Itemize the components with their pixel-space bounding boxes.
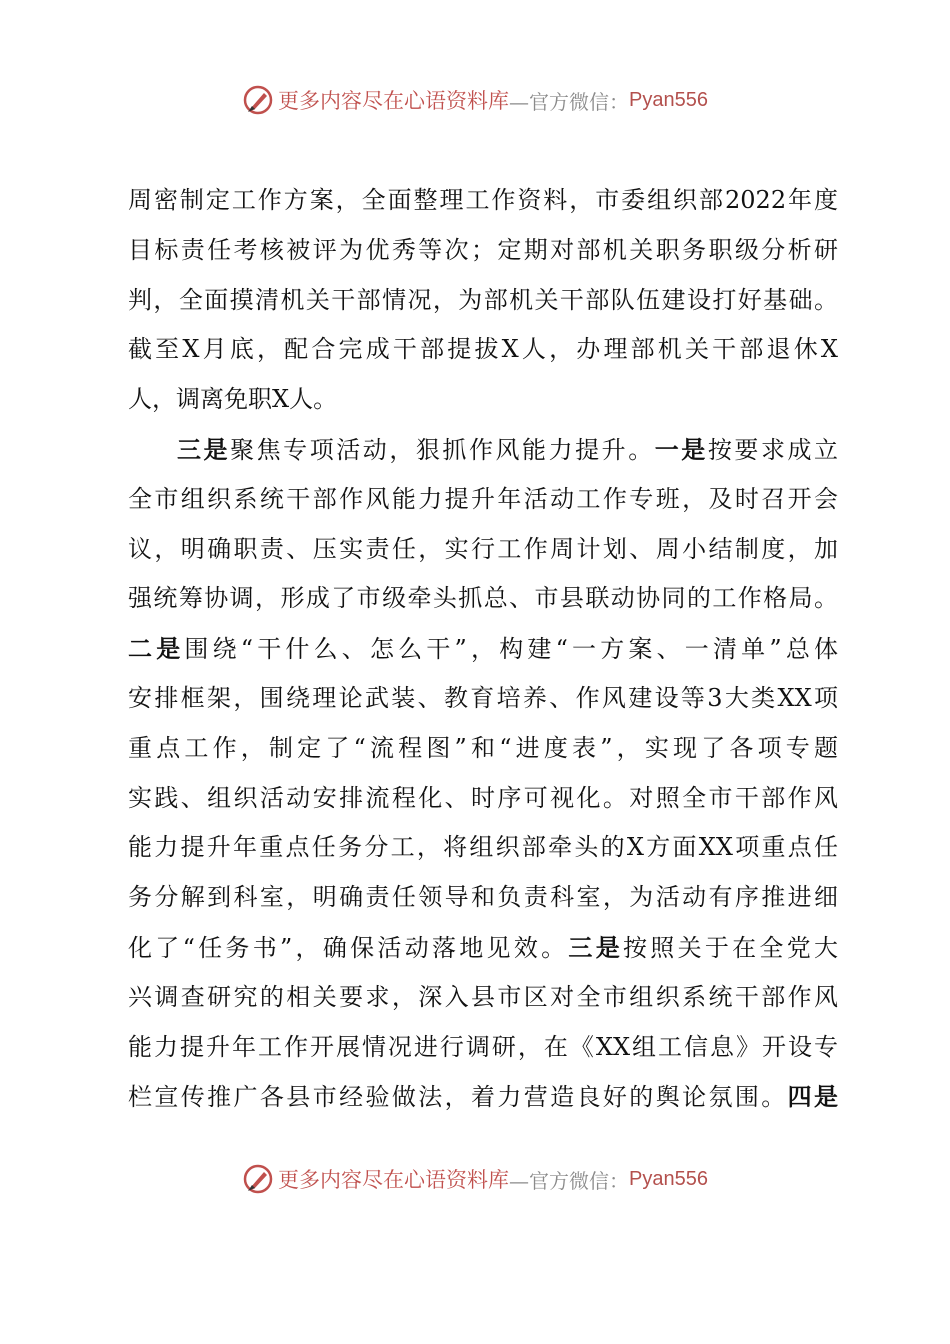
banner-wechat-id: Pyan556: [629, 88, 708, 111]
text-line: [128, 624, 838, 674]
text-line: [128, 1072, 838, 1122]
text-line: 兴调查研究的相关要求，深入县市区对全市组织系统干部作风: [128, 982, 838, 1011]
text-line: [128, 425, 838, 475]
document-body: [128, 176, 838, 1122]
text-line: [128, 923, 838, 973]
text-line: 议，明确职责、压实责任，实行工作周计划、周小结制度，加: [128, 534, 838, 563]
text-run: 聚焦专项活动，狠抓作风能力提升。: [230, 435, 655, 464]
bold-lead: 二是: [128, 634, 185, 664]
text-run: 化了“任务书”，确保活动落地见效。: [128, 933, 569, 962]
text-line: 周密制定工作方案，全面整理工作资料，市委组织部2022年度: [128, 186, 838, 214]
text-line: 目标责任考核被评为优秀等次；定期对部机关职务职级分析研: [128, 235, 838, 264]
bold-lead: 三是: [568, 932, 623, 962]
text-line: 能力提升年重点任务分工，将组织部牵头的X方面XX项重点任: [128, 833, 838, 862]
bold-lead: 四是: [787, 1082, 839, 1112]
banner-wechat-id: Pyan556: [629, 1167, 708, 1190]
text-line: 全市组织系统干部作风能力提升年活动工作专班，及时召开会: [128, 484, 838, 513]
pen-logo-icon: [242, 1163, 274, 1195]
banner-main-text: 更多内容尽在心语资料库: [278, 1168, 510, 1192]
footer-banner: [0, 1163, 950, 1195]
text-line: 截至X月底，配合完成干部提拔X人，办理部机关干部退休X: [128, 335, 838, 364]
text-run: 围绕“干什么、怎么干”，构建“一方案、一清单”总体: [184, 635, 839, 664]
text-line: 人，调离免职X人。: [128, 385, 338, 414]
bold-lead: 三是: [177, 434, 231, 464]
text-line: 实践、组织活动安排流程化、时序可视化。对照全市干部作风: [128, 783, 838, 812]
pen-logo-icon: [242, 84, 274, 116]
banner-dash-text: —官方微信：: [509, 1168, 630, 1193]
header-banner: [0, 84, 950, 116]
text-line: 判，全面摸清机关干部情况，为部机关干部队伍建设打好基础。: [128, 285, 838, 314]
banner-dash-text: —官方微信：: [509, 89, 630, 114]
bold-lead: 一是: [654, 434, 708, 464]
text-line: 重点工作，制定了“流程图”和“进度表”，实现了各项专题: [128, 733, 838, 762]
text-line: 务分解到科室，明确责任领导和负责科室，为活动有序推进细: [128, 883, 838, 912]
banner-main-text: 更多内容尽在心语资料库: [278, 89, 510, 113]
text-line: 安排框架，围绕理论武装、教育培养、作风建设等3大类XX项: [128, 683, 838, 712]
text-run: 按要求成立: [707, 435, 839, 464]
text-line: 能力提升年工作开展情况进行调研，在《XX组工信息》开设专: [128, 1032, 838, 1061]
text-line: 强统筹协调，形成了市级牵头抓总、市县联动协同的工作格局。: [128, 584, 838, 613]
text-run: 按照关于在全党大: [623, 933, 839, 962]
text-run: 栏宣传推广各县市经验做法，着力营造良好的舆论氛围。: [128, 1083, 788, 1112]
